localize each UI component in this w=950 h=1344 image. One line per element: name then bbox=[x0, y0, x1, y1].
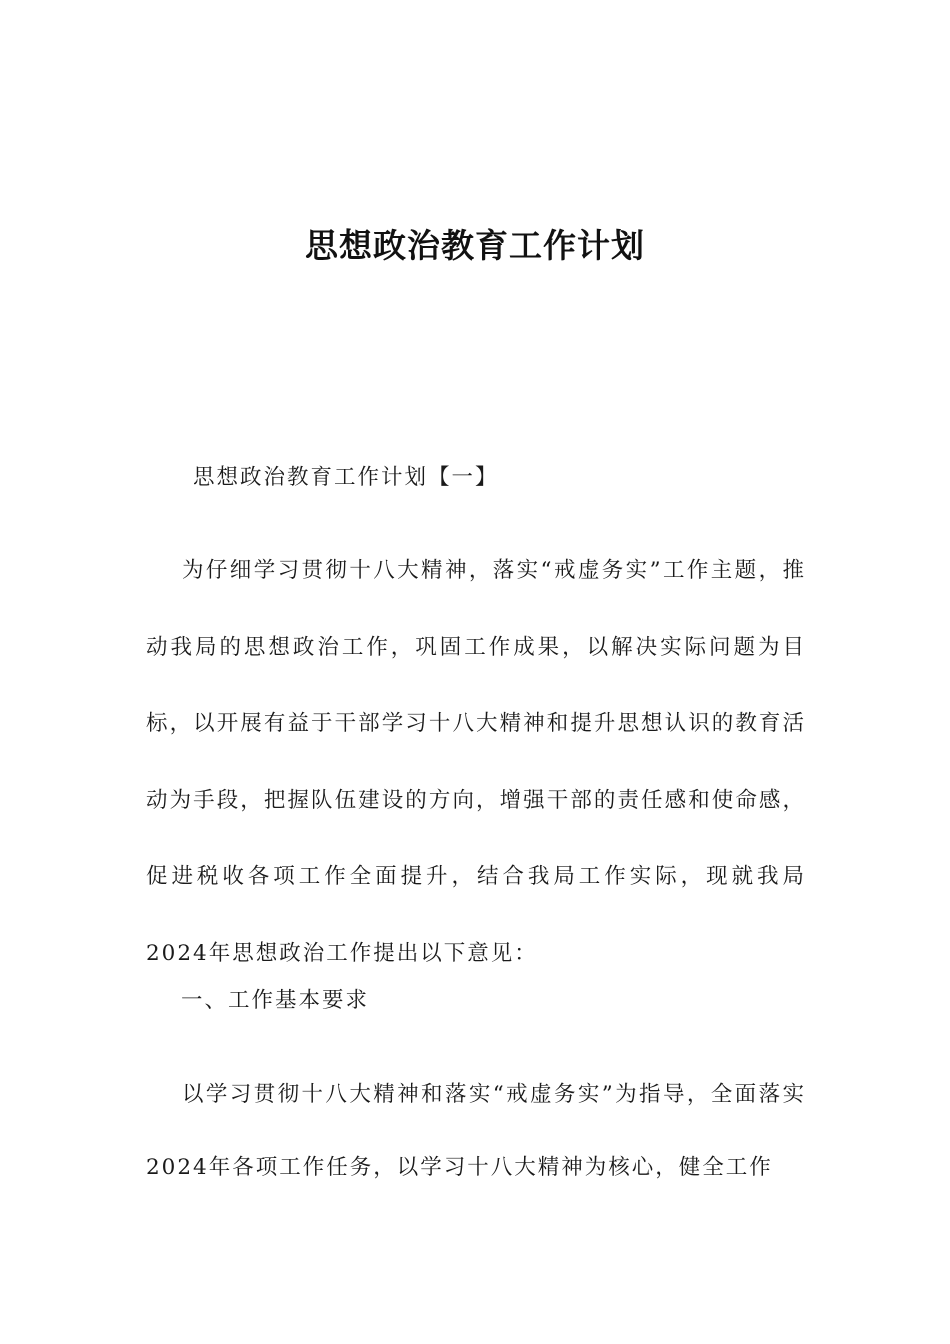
plan-subheading: 思想政治教育工作计划【一】 bbox=[193, 465, 499, 490]
section-heading: 一、工作基本要求 bbox=[181, 988, 370, 1013]
document-title: 思想政治教育工作计划 bbox=[305, 226, 645, 265]
intro-paragraph: 为仔细学习贯彻十八大精神，落实“戒虚务实”工作主题，推动我局的思想政治工作，巩固工作成果，以解决实际问题为目标，以开展有益于干部学习十八大精神和提升思想认识的教育活动为手段，把握队伍建设的方向，增强干部的责任感和使命感，促进税收各项工作全面提升，结合我局工作实际，现就我局2024年思想政治工作提出以下意见： bbox=[146, 558, 806, 966]
section-paragraph: 以学习贯彻十八大精神和落实“戒虚务实”为指导，全面落实2024年各项工作任务，以学习十八大精神为核心，健全工作 bbox=[146, 1082, 806, 1180]
